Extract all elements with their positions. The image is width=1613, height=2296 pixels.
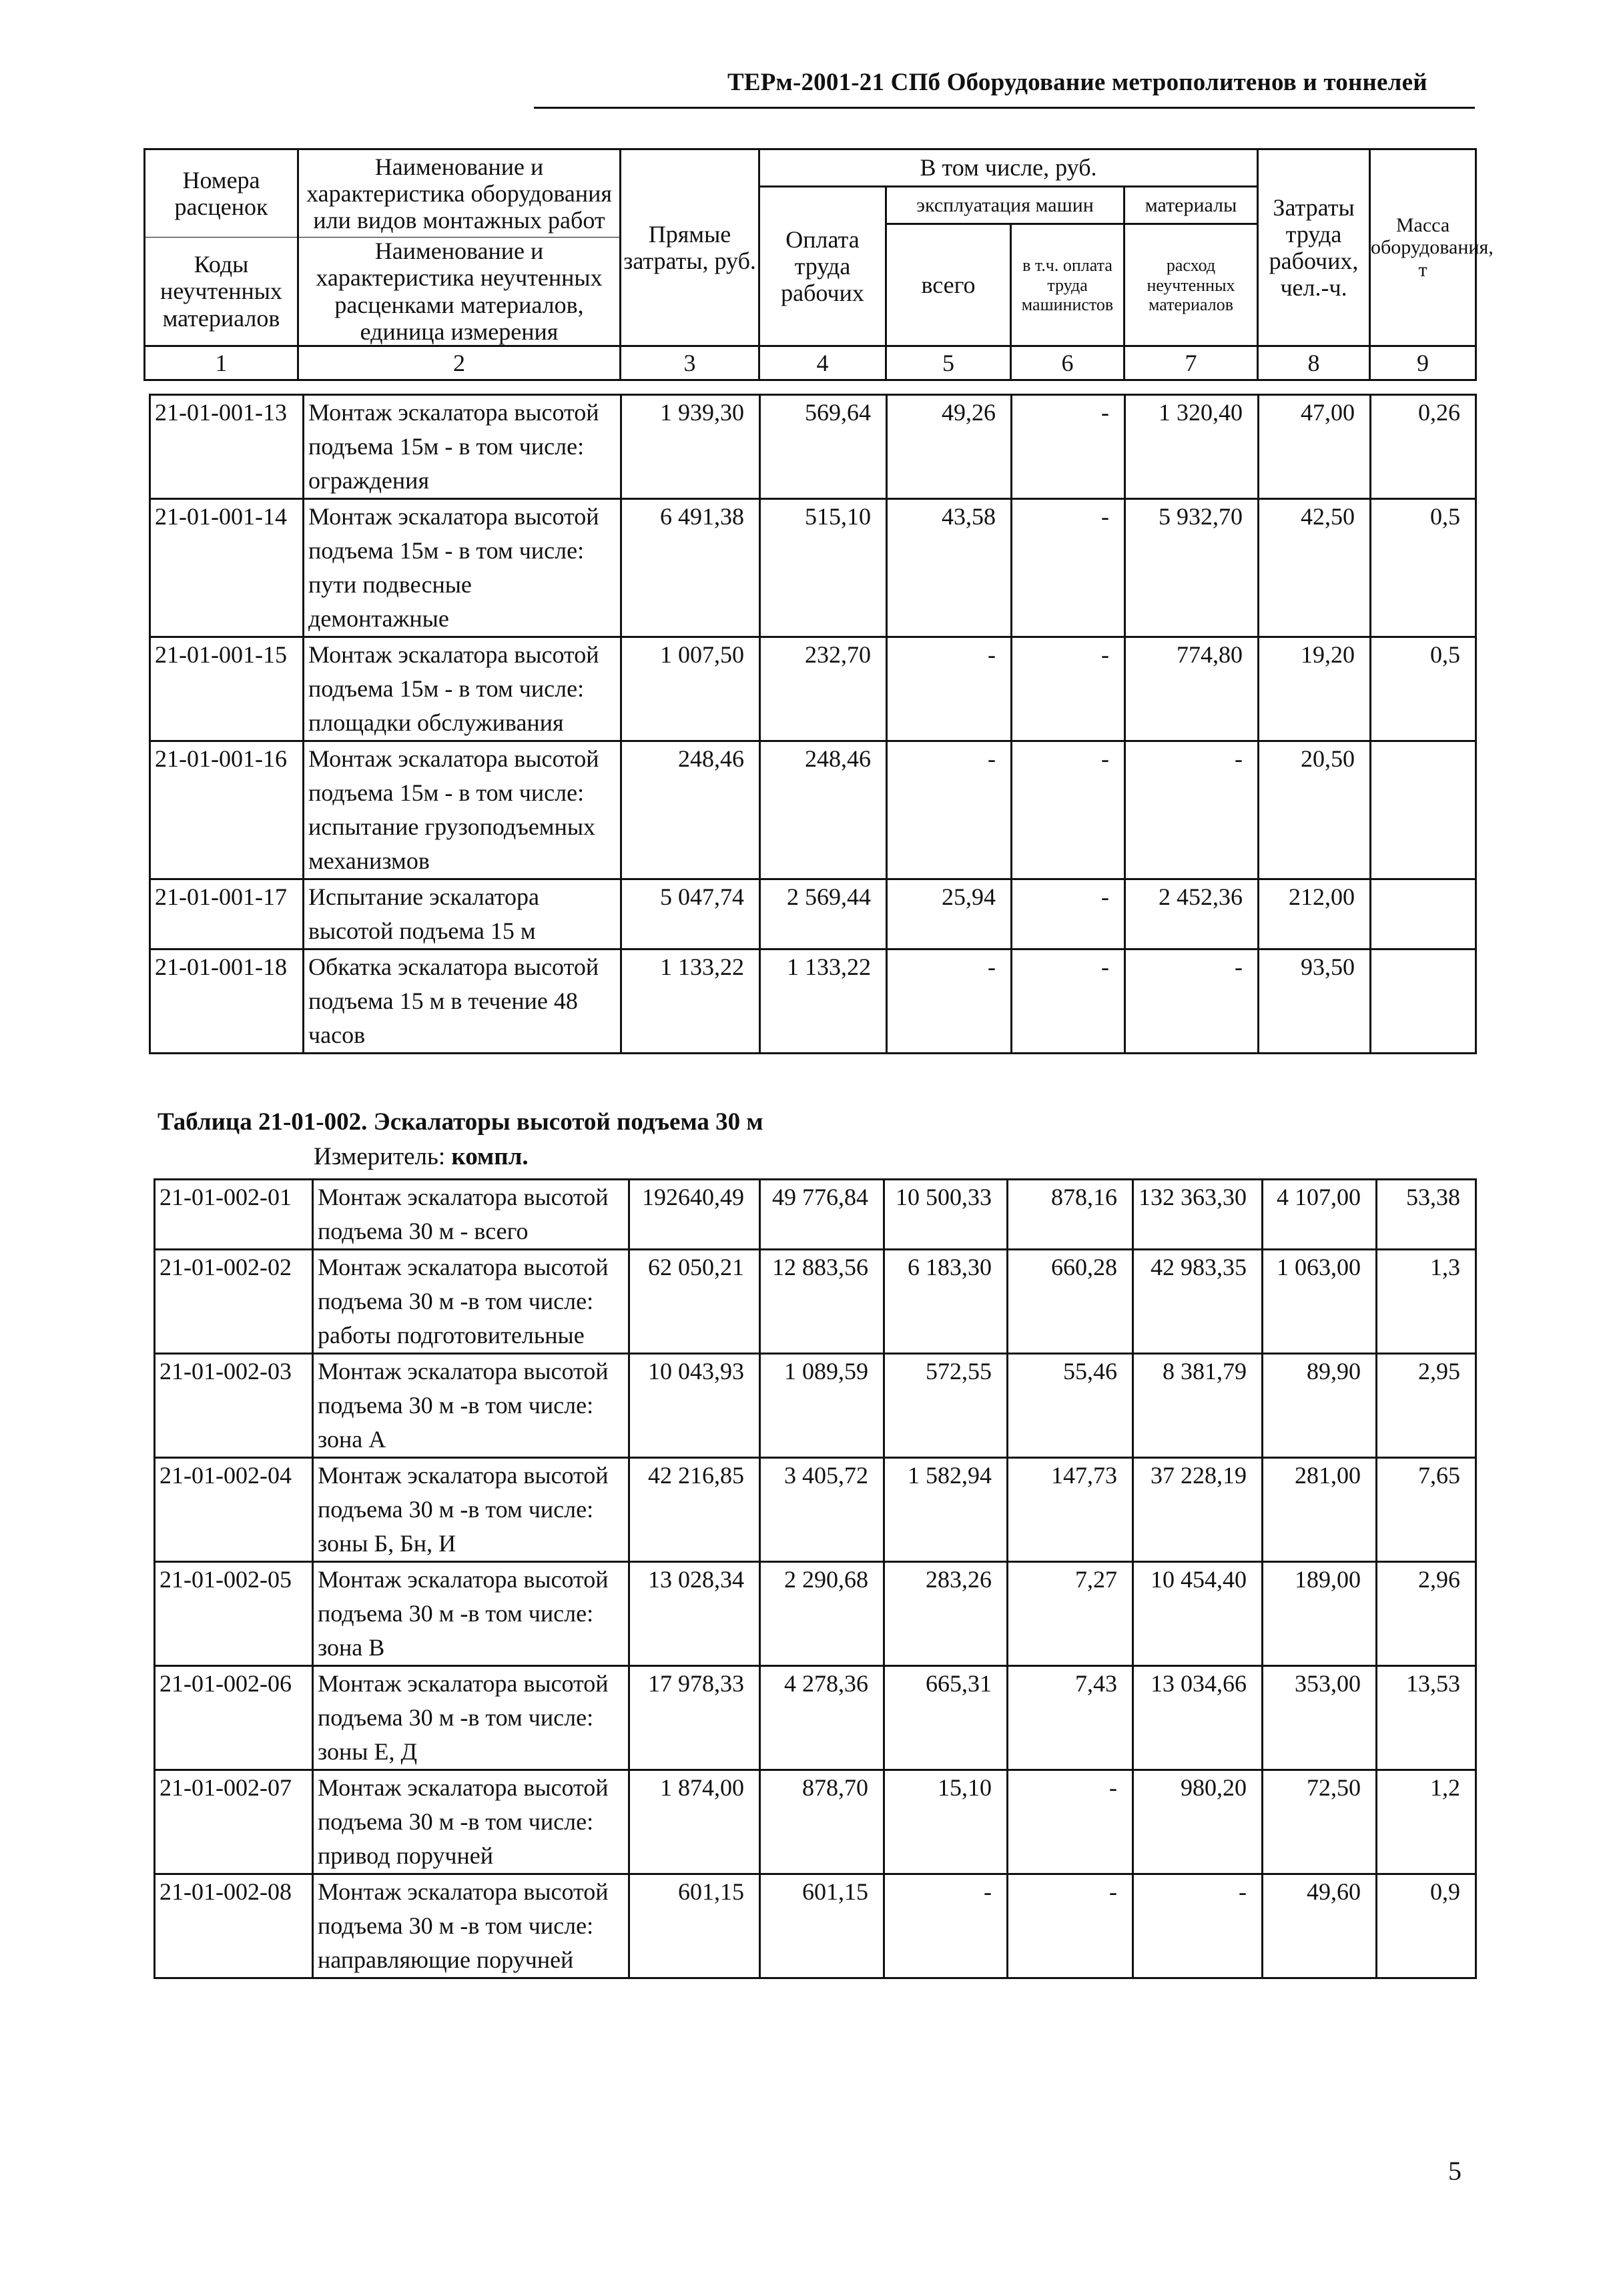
materials-cell: 10 454,40: [1133, 1562, 1263, 1666]
rate-code-cell: 21-01-002-04: [155, 1458, 313, 1562]
col-group-incl: В том числе, руб.: [759, 149, 1258, 187]
rate-code-cell: 21-01-001-15: [150, 637, 304, 741]
direct-costs-cell: 601,15: [629, 1874, 760, 1978]
machines-total-cell: 15,10: [884, 1770, 1008, 1874]
table-row: [150, 499, 1476, 637]
direct-costs-cell: 192640,49: [629, 1180, 760, 1250]
machines-total-cell: 49,26: [887, 395, 1012, 499]
col-number-3: 3: [621, 346, 759, 380]
table-row: [150, 949, 1476, 1054]
mass-cell: [1371, 741, 1476, 879]
labor-hours-cell: 49,60: [1263, 1874, 1377, 1978]
col-number-4: 4: [759, 346, 886, 380]
materials-cell: -: [1125, 949, 1259, 1054]
col-number-7: 7: [1124, 346, 1258, 380]
materials-cell: 37 228,19: [1133, 1458, 1263, 1562]
mass-cell: 13,53: [1377, 1666, 1476, 1770]
labor-hours-cell: 189,00: [1263, 1562, 1377, 1666]
labor-hours-cell: 353,00: [1263, 1666, 1377, 1770]
machines-total-cell: 572,55: [884, 1354, 1008, 1458]
mass-cell: 2,95: [1377, 1354, 1476, 1458]
col-machines-group: эксплуатация машин: [886, 187, 1124, 224]
materials-cell: 980,20: [1133, 1770, 1263, 1874]
labor-hours-cell: 19,20: [1259, 637, 1371, 741]
labor-hours-cell: 72,50: [1263, 1770, 1377, 1874]
machines-total-cell: 283,26: [884, 1562, 1008, 1666]
labor-wages-cell: 515,10: [760, 499, 887, 637]
labor-wages-cell: 232,70: [760, 637, 887, 741]
table-row: [155, 1180, 1476, 1250]
rate-code-cell: 21-01-002-03: [155, 1354, 313, 1458]
title-rule: [534, 107, 1475, 109]
direct-costs-cell: 6 491,38: [621, 499, 760, 637]
mass-cell: 7,65: [1377, 1458, 1476, 1562]
labor-wages-cell: 1 089,59: [760, 1354, 884, 1458]
col-number-8: 8: [1258, 346, 1370, 380]
work-name-cell: Монтаж эскалатора высотой подъема 15м - в том числе: пути подвесные демонтажные: [304, 499, 621, 637]
direct-costs-cell: 1 133,22: [621, 949, 760, 1054]
machinists-wages-cell: -: [1012, 499, 1125, 637]
labor-hours-cell: 1 063,00: [1263, 1250, 1377, 1354]
labor-wages-cell: 2 290,68: [760, 1562, 884, 1666]
machines-total-cell: 43,58: [887, 499, 1012, 637]
labor-wages-cell: 2 569,44: [760, 879, 887, 949]
labor-hours-cell: 47,00: [1259, 395, 1371, 499]
rate-code-cell: 21-01-001-18: [150, 949, 304, 1054]
materials-cell: -: [1125, 741, 1259, 879]
running-title: ТЕРм-2001-21 СПб Оборудование метрополитенов и тоннелей: [727, 69, 1427, 96]
machinists-wages-cell: -: [1012, 395, 1125, 499]
col-machinists-wages: в т.ч. оплата труда машинистов: [1011, 224, 1124, 346]
machines-total-cell: -: [887, 949, 1012, 1054]
labor-wages-cell: 248,46: [760, 741, 887, 879]
machinists-wages-cell: 7,27: [1008, 1562, 1133, 1666]
col-number-2: 2: [298, 346, 621, 380]
labor-wages-cell: 12 883,56: [760, 1250, 884, 1354]
labor-wages-cell: 3 405,72: [760, 1458, 884, 1562]
table-row: [150, 741, 1476, 879]
machines-total-cell: -: [887, 741, 1012, 879]
direct-costs-cell: 5 047,74: [621, 879, 760, 949]
labor-wages-cell: 569,64: [760, 395, 887, 499]
labor-wages-cell: 4 278,36: [760, 1666, 884, 1770]
labor-hours-cell: 42,50: [1259, 499, 1371, 637]
table-21-01-002: [153, 1178, 1477, 1979]
machinists-wages-cell: 878,16: [1008, 1180, 1133, 1250]
work-name-cell: Монтаж эскалатора высотой подъема 30 м -в том числе: работы подготовительные: [313, 1250, 629, 1354]
materials-cell: -: [1133, 1874, 1263, 1978]
work-name-cell: Монтаж эскалатора высотой подъема 30 м -в том числе: зона В: [313, 1562, 629, 1666]
machines-total-cell: 665,31: [884, 1666, 1008, 1770]
machinists-wages-cell: -: [1012, 637, 1125, 741]
mass-cell: [1371, 879, 1476, 949]
work-name-cell: Монтаж эскалатора высотой подъема 15м - в том числе: ограждения: [304, 395, 621, 499]
table-row: [155, 1874, 1476, 1978]
direct-costs-cell: 248,46: [621, 741, 760, 879]
rate-code-cell: 21-01-001-14: [150, 499, 304, 637]
mass-cell: 0,5: [1371, 499, 1476, 637]
col-materials-group: материалы: [1124, 187, 1258, 224]
rate-code-cell: 21-01-002-07: [155, 1770, 313, 1874]
work-name-cell: Монтаж эскалатора высотой подъема 30 м -в том числе: зоны Б, Бн, И: [313, 1458, 629, 1562]
work-name-cell: Монтаж эскалатора высотой подъема 15м - в том числе: испытание грузоподъемных механизмов: [304, 741, 621, 879]
mass-cell: 0,5: [1371, 637, 1476, 741]
labor-wages-cell: 49 776,84: [760, 1180, 884, 1250]
labor-hours-cell: 93,50: [1259, 949, 1371, 1054]
mass-cell: [1371, 949, 1476, 1054]
direct-costs-cell: 13 028,34: [629, 1562, 760, 1666]
machinists-wages-cell: -: [1012, 949, 1125, 1054]
machinists-wages-cell: -: [1008, 1770, 1133, 1874]
col-number-1: 1: [145, 346, 298, 380]
col-unaccounted-materials: расход неучтенных материалов: [1124, 224, 1258, 346]
mass-cell: 53,38: [1377, 1180, 1476, 1250]
unit-value: компл.: [451, 1143, 529, 1170]
page-number: 5: [1448, 2156, 1462, 2186]
work-name-cell: Монтаж эскалатора высотой подъема 30 м - всего: [313, 1180, 629, 1250]
direct-costs-cell: 42 216,85: [629, 1458, 760, 1562]
materials-cell: 42 983,35: [1133, 1250, 1263, 1354]
machinists-wages-cell: 7,43: [1008, 1666, 1133, 1770]
mass-cell: 0,9: [1377, 1874, 1476, 1978]
col-codes-bottom: Коды неучтенных материалов: [145, 238, 298, 346]
work-name-cell: Испытание эскалатора высотой подъема 15 м: [304, 879, 621, 949]
table-row: [150, 637, 1476, 741]
materials-cell: 8 381,79: [1133, 1354, 1263, 1458]
work-name-cell: Монтаж эскалатора высотой подъема 30 м -в том числе: направляющие поручней: [313, 1874, 629, 1978]
rate-code-cell: 21-01-001-17: [150, 879, 304, 949]
machinists-wages-cell: -: [1012, 741, 1125, 879]
table-row: [150, 879, 1476, 949]
work-name-cell: Монтаж эскалатора высотой подъема 30 м -в том числе: зона А: [313, 1354, 629, 1458]
rate-code-cell: 21-01-002-01: [155, 1180, 313, 1250]
table-row: [155, 1770, 1476, 1874]
table-row: [155, 1666, 1476, 1770]
table-row: [150, 395, 1476, 499]
machines-total-cell: 6 183,30: [884, 1250, 1008, 1354]
mass-cell: 1,3: [1377, 1250, 1476, 1354]
col-number-6: 6: [1011, 346, 1124, 380]
col-codes-top: Номера расценок: [145, 149, 298, 238]
work-name-cell: Монтаж эскалатора высотой подъема 30 м -в том числе: зоны Е, Д: [313, 1666, 629, 1770]
materials-cell: 132 363,30: [1133, 1180, 1263, 1250]
col-labor-hours: Затраты труда рабочих, чел.-ч.: [1258, 149, 1370, 346]
materials-cell: 1 320,40: [1125, 395, 1259, 499]
table-row: [155, 1250, 1476, 1354]
machines-total-cell: 1 582,94: [884, 1458, 1008, 1562]
machinists-wages-cell: 147,73: [1008, 1458, 1133, 1562]
mass-cell: 1,2: [1377, 1770, 1476, 1874]
table-row: [155, 1354, 1476, 1458]
labor-wages-cell: 601,15: [760, 1874, 884, 1978]
direct-costs-cell: 1 007,50: [621, 637, 760, 741]
machines-total-cell: 25,94: [887, 879, 1012, 949]
materials-cell: 774,80: [1125, 637, 1259, 741]
mass-cell: 2,96: [1377, 1562, 1476, 1666]
machinists-wages-cell: -: [1008, 1874, 1133, 1978]
rate-code-cell: 21-01-001-16: [150, 741, 304, 879]
rate-code-cell: 21-01-002-08: [155, 1874, 313, 1978]
table-row: [155, 1562, 1476, 1666]
direct-costs-cell: 10 043,93: [629, 1354, 760, 1458]
machinists-wages-cell: 660,28: [1008, 1250, 1133, 1354]
rate-code-cell: 21-01-002-06: [155, 1666, 313, 1770]
labor-hours-cell: 212,00: [1259, 879, 1371, 949]
table-row: [155, 1458, 1476, 1562]
column-header-table: [143, 148, 1494, 381]
col-mass: Масса оборудования, т: [1370, 149, 1476, 346]
machines-total-cell: 10 500,33: [884, 1180, 1008, 1250]
col-direct-costs: Прямые затраты, руб.: [621, 149, 759, 346]
machines-total-cell: -: [884, 1874, 1008, 1978]
direct-costs-cell: 1 874,00: [629, 1770, 760, 1874]
rate-code-cell: 21-01-002-05: [155, 1562, 313, 1666]
table-caption: Таблица 21-01-002. Эскалаторы высотой подъема 30 м: [157, 1108, 763, 1136]
labor-wages-cell: 1 133,22: [760, 949, 887, 1054]
unit-label: Измеритель:: [314, 1143, 452, 1170]
materials-cell: 2 452,36: [1125, 879, 1259, 949]
unit-of-measure: [314, 1142, 529, 1171]
direct-costs-cell: 62 050,21: [629, 1250, 760, 1354]
col-number-5: 5: [886, 346, 1011, 380]
mass-cell: 0,26: [1371, 395, 1476, 499]
col-labor-wages: Оплата труда рабочих: [759, 187, 886, 346]
labor-hours-cell: 89,90: [1263, 1354, 1377, 1458]
labor-hours-cell: 4 107,00: [1263, 1180, 1377, 1250]
col-name-top: Наименование и характеристика оборудования или видов монтажных работ: [298, 149, 621, 238]
direct-costs-cell: 17 978,33: [629, 1666, 760, 1770]
rate-code-cell: 21-01-002-02: [155, 1250, 313, 1354]
labor-hours-cell: 281,00: [1263, 1458, 1377, 1562]
machinists-wages-cell: -: [1012, 879, 1125, 949]
col-machines-total: всего: [886, 224, 1011, 346]
rate-code-cell: 21-01-001-13: [150, 395, 304, 499]
table-21-01-001: [149, 394, 1477, 1054]
materials-cell: 13 034,66: [1133, 1666, 1263, 1770]
col-number-9: 9: [1370, 346, 1476, 380]
work-name-cell: Обкатка эскалатора высотой подъема 15 м в течение 48 часов: [304, 949, 621, 1054]
work-name-cell: Монтаж эскалатора высотой подъема 30 м -в том числе: привод поручней: [313, 1770, 629, 1874]
labor-hours-cell: 20,50: [1259, 741, 1371, 879]
machines-total-cell: -: [887, 637, 1012, 741]
machinists-wages-cell: 55,46: [1008, 1354, 1133, 1458]
col-name-bottom: Наименование и характеристика неучтенных расценками материалов, единица измерения: [298, 238, 621, 346]
materials-cell: 5 932,70: [1125, 499, 1259, 637]
work-name-cell: Монтаж эскалатора высотой подъема 15м - в том числе: площадки обслуживания: [304, 637, 621, 741]
direct-costs-cell: 1 939,30: [621, 395, 760, 499]
labor-wages-cell: 878,70: [760, 1770, 884, 1874]
